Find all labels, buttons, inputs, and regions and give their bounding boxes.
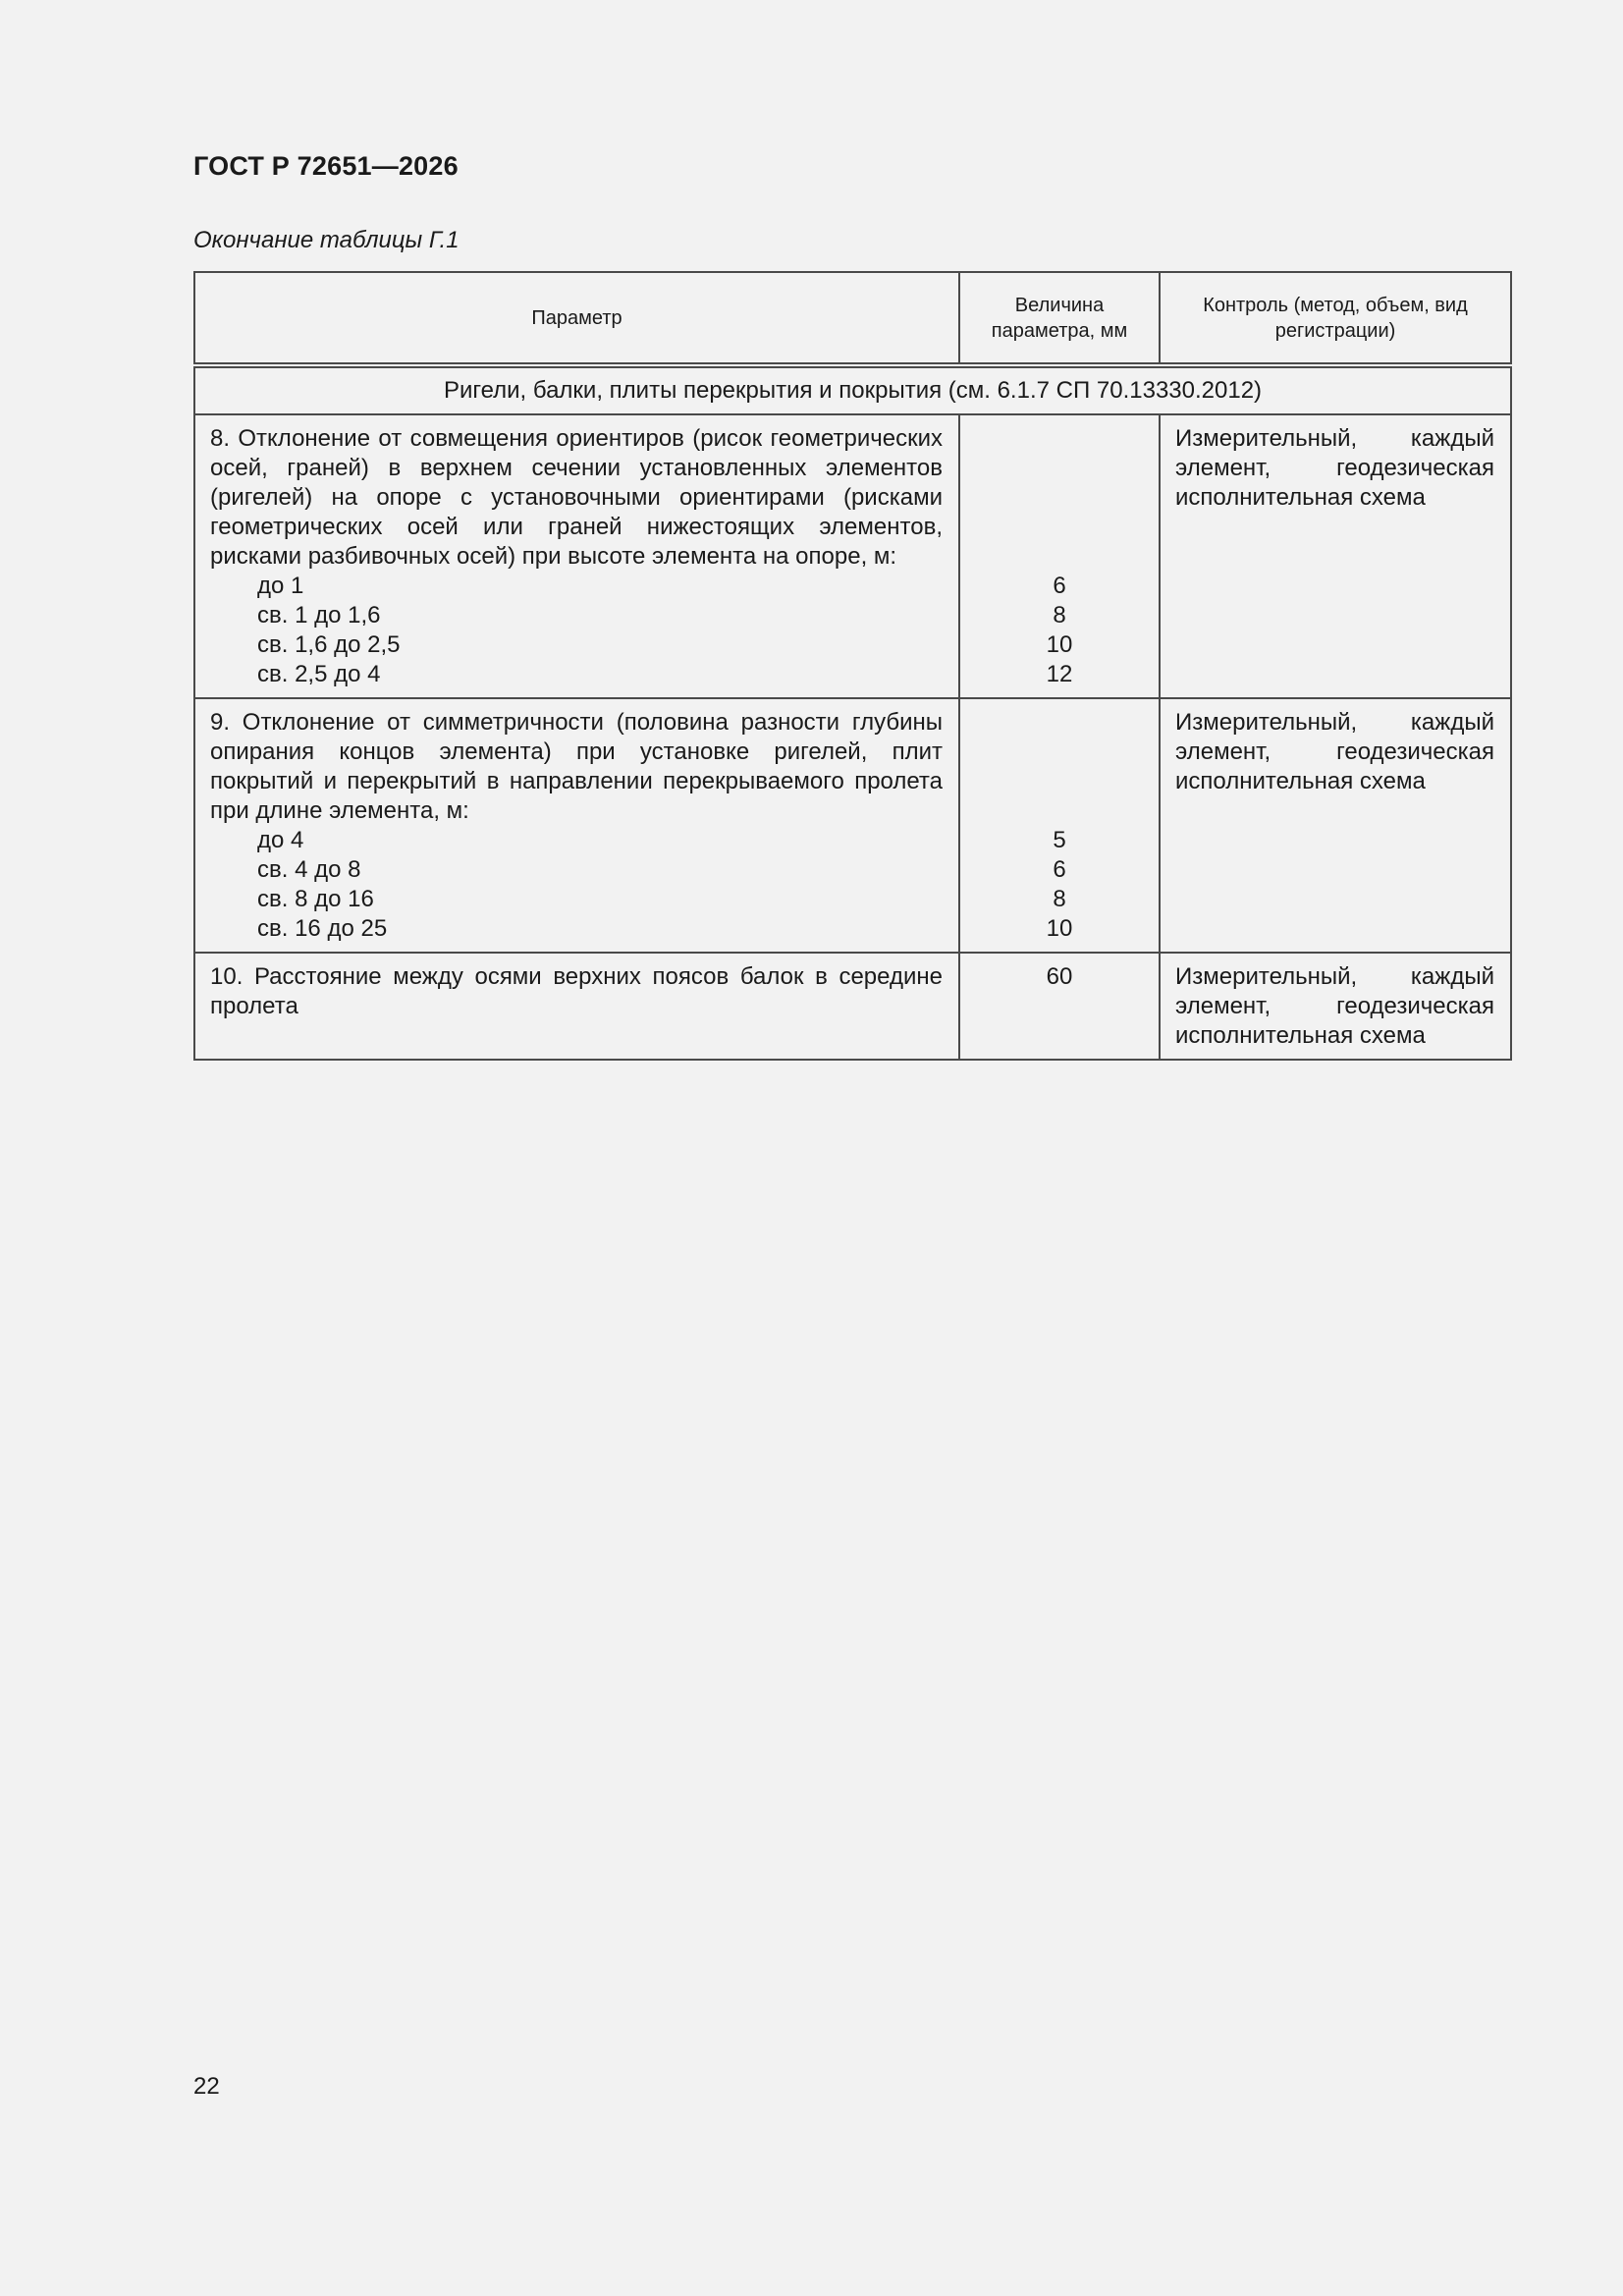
parameter-cell xyxy=(194,953,959,1060)
value-spacer xyxy=(964,708,1155,826)
parameter-subitem: св. 1,6 до 2,5 xyxy=(257,631,401,658)
parameter-value: 8 xyxy=(1053,886,1066,912)
control-cell: Измерительный, каждый элемент, геодезическая исполнительная схема xyxy=(1160,414,1511,698)
parameter-description: 9. Отклонение от симметричности (половина разности глубины опирания концов элемента) при установке ригелей, плит покрытий и перекрытий в направлении перекрываемого пролета при длине элемента, м: xyxy=(210,709,943,824)
parameter-subitem: св. 8 до 16 xyxy=(257,886,374,912)
section-title: Ригели, балки, плиты перекрытия и покрытия (см. 6.1.7 СП 70.13330.2012) xyxy=(194,365,1511,414)
parameter-description: 10. Расстояние между осями верхних поясов балок в середине пролета xyxy=(210,963,943,1019)
parameter-value: 5 xyxy=(1053,827,1066,853)
table-row xyxy=(194,414,1511,698)
parameter-value: 12 xyxy=(1046,661,1073,687)
document-code: ГОСТ Р 72651—2026 xyxy=(193,151,459,181)
parameter-cell xyxy=(194,414,959,698)
value-cell xyxy=(959,698,1160,953)
table-header-row xyxy=(194,272,1511,365)
section-row xyxy=(194,365,1511,414)
control-cell: Измерительный, каждый элемент, геодезическая исполнительная схема xyxy=(1160,953,1511,1060)
parameter-subitem: св. 16 до 25 xyxy=(257,915,388,942)
value-spacer xyxy=(964,424,1155,572)
parameter-value: 8 xyxy=(1053,602,1066,629)
parameter-value: 10 xyxy=(1046,915,1073,942)
table-row xyxy=(194,698,1511,953)
parameter-subitem: до 1 xyxy=(257,573,304,599)
parameter-value: 10 xyxy=(1046,631,1073,658)
control-cell: Измерительный, каждый элемент, геодезическая исполнительная схема xyxy=(1160,698,1511,953)
parameter-value: 6 xyxy=(1053,573,1066,599)
table-row xyxy=(194,953,1511,1060)
parameter-subitem: до 4 xyxy=(257,827,304,853)
parameter-subitem: св. 2,5 до 4 xyxy=(257,661,381,687)
table-caption: Окончание таблицы Г.1 xyxy=(193,227,460,253)
column-header-parameter: Параметр xyxy=(194,272,959,365)
value-cell xyxy=(959,414,1160,698)
parameter-description: 8. Отклонение от совмещения ориентиров (рисок геометрических осей, граней) в верхнем сечении установленных элементов (ригелей) на опоре с установочными ориентирами (рисками геометрических осей или граней нижестоящих элементов, рисками разбивочных осей) при высоте элемента на опоре, м: xyxy=(210,425,943,570)
column-header-control: Контроль (метод, объем, вид регистрации) xyxy=(1160,272,1511,365)
tolerance-table xyxy=(193,271,1512,1061)
parameter-cell xyxy=(194,698,959,953)
value-cell xyxy=(959,953,1160,1060)
parameter-value: 6 xyxy=(1053,856,1066,883)
parameter-subitem: св. 1 до 1,6 xyxy=(257,602,381,629)
column-header-value: Величина параметра, мм xyxy=(959,272,1160,365)
parameter-value: 60 xyxy=(1046,963,1073,990)
parameter-subitem: св. 4 до 8 xyxy=(257,856,361,883)
page-number: 22 xyxy=(193,2073,220,2100)
